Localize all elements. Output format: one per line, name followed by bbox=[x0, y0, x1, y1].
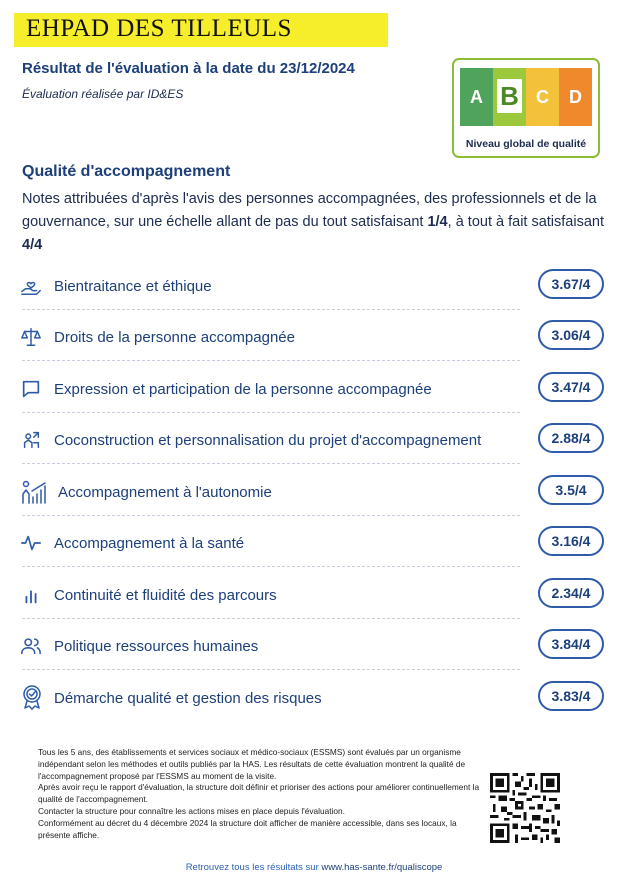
divider bbox=[22, 360, 520, 361]
criterion-score: 3.16/4 bbox=[538, 526, 604, 556]
quality-seal-icon bbox=[20, 684, 44, 710]
criterion-label: Expression et participation de la personne accompagnée bbox=[54, 381, 432, 398]
criterion-score: 3.67/4 bbox=[538, 269, 604, 299]
criterion-row bbox=[14, 471, 612, 515]
criterion-score: 3.83/4 bbox=[538, 681, 604, 711]
criterion-label: Accompagnement à la santé bbox=[54, 535, 245, 552]
qr-code[interactable] bbox=[490, 773, 560, 843]
badge-label: Niveau global de qualité bbox=[465, 138, 587, 150]
quality-badge bbox=[452, 58, 600, 158]
criterion-score: 3.84/4 bbox=[538, 629, 604, 659]
criterion-label: Démarche qualité et gestion des risques bbox=[54, 690, 322, 707]
scales-icon bbox=[20, 326, 42, 348]
arrows-person-icon bbox=[20, 429, 42, 451]
criterion-row bbox=[14, 574, 612, 618]
criterion-label: Coconstruction et personnalisation du projet d'accompagnement bbox=[54, 432, 482, 449]
criterion-row bbox=[14, 265, 612, 309]
page-title: EHPAD DES TILLEULS bbox=[26, 15, 292, 42]
section-title: Qualité d'accompagnement bbox=[22, 163, 231, 180]
person-chart-icon bbox=[20, 479, 46, 505]
speech-bubble-icon bbox=[20, 378, 42, 400]
evaluation-date: Résultat de l'évaluation à la date du 23/12/2024 bbox=[22, 60, 355, 77]
divider bbox=[22, 412, 520, 413]
criterion-score: 3.47/4 bbox=[538, 372, 604, 402]
criterion-score: 2.34/4 bbox=[538, 578, 604, 608]
divider bbox=[22, 618, 520, 619]
divider bbox=[22, 669, 520, 670]
criterion-label: Continuité et fluidité des parcours bbox=[54, 587, 277, 604]
footer-text: Tous les 5 ans, des établissements et services sociaux et médico-sociaux (ESSMS) sont évalués par un organisme indépendant selon les méthodes et outils publiés par la HAS. Les résultats de cette évaluation montrent la qualité de l'accompagnement proposé par l'ESSMS au moment de la visite. Après avoir reçu le rapport d'évaluation, la structure doit définir et prioriser des actions pour améliorer continuellement la qualité de l'accompagnement. Contacter la structure pour connaître les actions mises en place depuis l'évaluation. Conformément au décret du 4 décembre 2024 la structure doit afficher de manière accessible, dans ses locaux, la présente affiche. bbox=[38, 747, 480, 840]
divider bbox=[22, 309, 520, 310]
grade-c: C bbox=[526, 68, 559, 126]
divider bbox=[22, 515, 520, 516]
grade-scale bbox=[460, 68, 592, 126]
criterion-row bbox=[14, 625, 612, 669]
hands-heart-icon bbox=[20, 275, 42, 297]
criterion-row bbox=[14, 419, 612, 463]
criterion-score: 3.06/4 bbox=[538, 320, 604, 350]
divider bbox=[22, 463, 520, 464]
criterion-score: 2.88/4 bbox=[538, 423, 604, 453]
criterion-score: 3.5/4 bbox=[538, 475, 604, 505]
grade-d: D bbox=[559, 68, 592, 126]
grade-a: A bbox=[460, 68, 493, 126]
bar-chart-icon bbox=[20, 584, 42, 606]
criterion-label: Bientraitance et éthique bbox=[54, 278, 212, 295]
intro-text: Notes attribuées d'après l'avis des personnes accompagnées, des professionnels et de la gouvernance, sur une échelle allant de pas du tout satisfaisant 1/4, à tout à fait satisfaisant 4/4 bbox=[22, 191, 605, 253]
divider bbox=[22, 566, 520, 567]
criterion-row bbox=[14, 522, 612, 566]
people-icon bbox=[20, 635, 42, 657]
criterion-row bbox=[14, 677, 612, 721]
criterion-row bbox=[14, 316, 612, 360]
criterion-label: Droits de la personne accompagnée bbox=[54, 329, 295, 346]
criterion-label: Politique ressources humaines bbox=[54, 638, 259, 655]
footer-link[interactable]: Retrouvez tous les résultats sur www.has-sante.fr/qualiscope bbox=[185, 862, 443, 873]
criterion-label: Accompagnement à l'autonomie bbox=[58, 484, 272, 501]
criterion-row bbox=[14, 368, 612, 412]
pulse-icon bbox=[20, 532, 42, 554]
evaluator: Évaluation réalisée par ID&ES bbox=[22, 87, 184, 101]
grade-b-active: B bbox=[493, 68, 526, 126]
